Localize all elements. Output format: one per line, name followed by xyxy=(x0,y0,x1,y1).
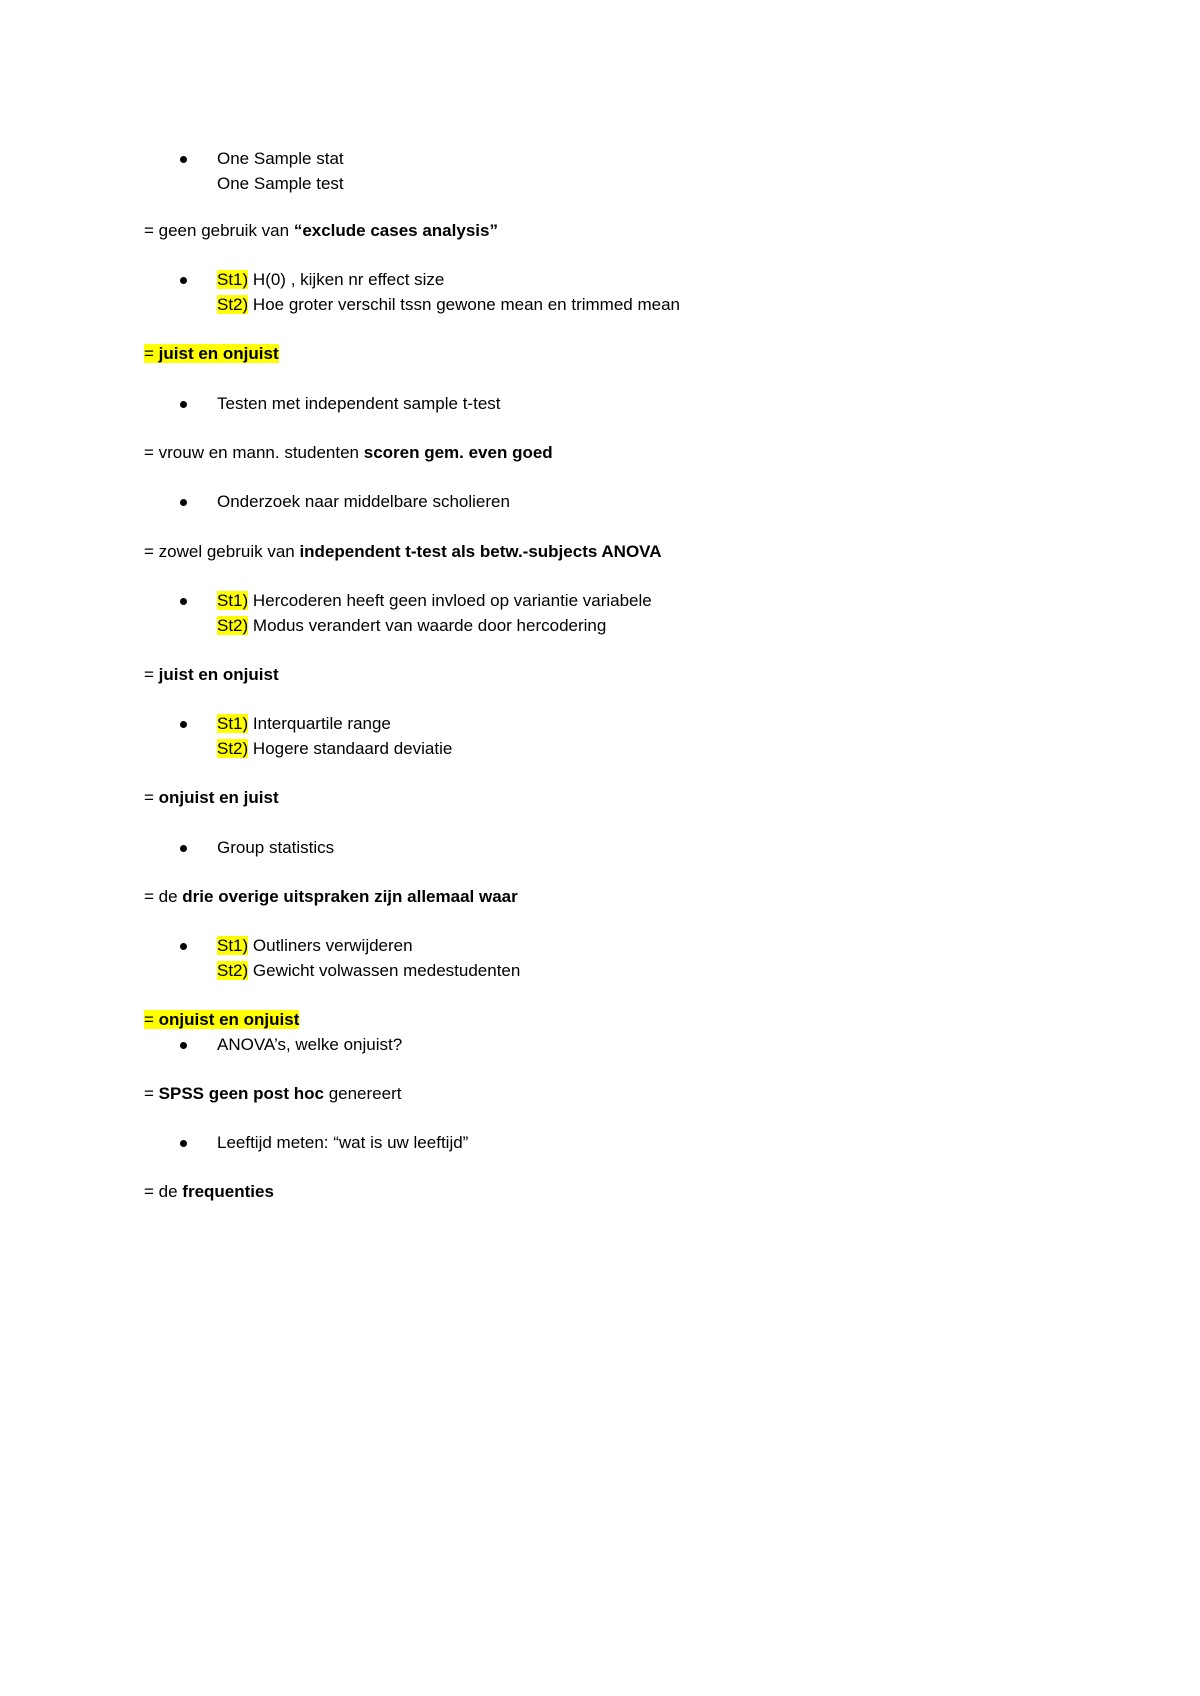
text-run: Interquartile range xyxy=(248,714,391,733)
text-run: = xyxy=(144,1084,159,1103)
text-run: Hoe groter verschil tssn gewone mean en trimmed mean xyxy=(248,295,680,314)
highlighted-text: = xyxy=(144,1010,159,1029)
text-run: H(0) , kijken nr effect size xyxy=(248,270,445,289)
text-run: = xyxy=(144,665,159,684)
answer-line xyxy=(144,219,498,243)
bullet-icon xyxy=(180,156,187,163)
highlighted-text: St1) xyxy=(217,714,249,733)
answer-line xyxy=(144,1180,274,1204)
bullet-icon xyxy=(180,499,187,506)
answer-line xyxy=(144,441,553,465)
highlighted-text: St2) xyxy=(217,739,249,758)
answer-line xyxy=(144,1008,299,1032)
text-run: Group statistics xyxy=(217,838,335,857)
highlighted-text: St1) xyxy=(217,936,249,955)
text-run: One Sample test xyxy=(217,174,344,193)
text-run: = xyxy=(144,788,159,807)
bullet-icon xyxy=(180,1042,187,1049)
bullet-icon xyxy=(180,943,187,950)
text-run: “exclude cases analysis” xyxy=(293,221,498,240)
highlighted-text: onjuist en onjuist xyxy=(158,1010,300,1029)
highlighted-text: juist en onjuist xyxy=(158,344,279,363)
answer-line xyxy=(144,663,279,687)
text-run: One Sample stat xyxy=(217,149,344,168)
text-run: = zowel gebruik van xyxy=(144,542,300,561)
answer-line xyxy=(144,885,518,909)
text-run: SPSS geen post hoc xyxy=(158,1084,324,1103)
text-run: = geen gebruik van xyxy=(144,221,294,240)
text-run: Modus verandert van waarde door hercodering xyxy=(248,616,607,635)
text-run: onjuist en juist xyxy=(158,788,279,807)
list-item-line xyxy=(217,737,452,761)
list-item-line xyxy=(217,712,391,736)
text-run: genereert xyxy=(323,1084,402,1103)
answer-line xyxy=(144,786,279,810)
text-run: Onderzoek naar middelbare scholieren xyxy=(217,492,510,511)
text-run: Testen met independent sample t-test xyxy=(217,394,501,413)
list-item-line xyxy=(217,293,680,317)
list-item-line xyxy=(217,268,444,292)
highlighted-text: St1) xyxy=(217,270,249,289)
list-item-line xyxy=(217,1033,402,1057)
list-item-line xyxy=(217,934,413,958)
text-run: ANOVA’s, welke onjuist? xyxy=(217,1035,403,1054)
list-item-line xyxy=(217,1131,468,1155)
highlighted-text: St2) xyxy=(217,616,249,635)
answer-line xyxy=(144,342,279,366)
bullet-icon xyxy=(180,598,187,605)
text-run: = vrouw en mann. studenten xyxy=(144,443,364,462)
answer-line xyxy=(144,540,662,564)
text-run: drie overige uitspraken zijn allemaal waar xyxy=(182,887,518,906)
answer-line xyxy=(144,1082,401,1106)
bullet-icon xyxy=(180,845,187,852)
list-item-line xyxy=(217,172,344,196)
bullet-icon xyxy=(180,1140,187,1147)
text-run: = de xyxy=(144,887,183,906)
text-run: Outliners verwijderen xyxy=(248,936,413,955)
list-item-line xyxy=(217,614,606,638)
list-item-line xyxy=(217,147,344,171)
list-item-line xyxy=(217,392,501,416)
text-run: Hercoderen heeft geen invloed op variantie variabele xyxy=(248,591,652,610)
text-run: scoren gem. even goed xyxy=(363,443,553,462)
bullet-icon xyxy=(180,277,187,284)
text-run: juist en onjuist xyxy=(158,665,279,684)
list-item-line xyxy=(217,490,510,514)
highlighted-text: St2) xyxy=(217,295,249,314)
text-run: Leeftijd meten: “wat is uw leeftijd” xyxy=(217,1133,469,1152)
highlighted-text: St2) xyxy=(217,961,249,980)
list-item-line xyxy=(217,589,652,613)
highlighted-text: St1) xyxy=(217,591,249,610)
list-item-line xyxy=(217,959,520,983)
list-item-line xyxy=(217,836,334,860)
bullet-icon xyxy=(180,401,187,408)
text-run: Hogere standaard deviatie xyxy=(248,739,453,758)
text-run: = de xyxy=(144,1182,183,1201)
text-run: independent t-test als betw.-subjects ANOVA xyxy=(299,542,662,561)
bullet-icon xyxy=(180,721,187,728)
highlighted-text: = xyxy=(144,344,159,363)
text-run: Gewicht volwassen medestudenten xyxy=(248,961,521,980)
text-run: frequenties xyxy=(182,1182,274,1201)
